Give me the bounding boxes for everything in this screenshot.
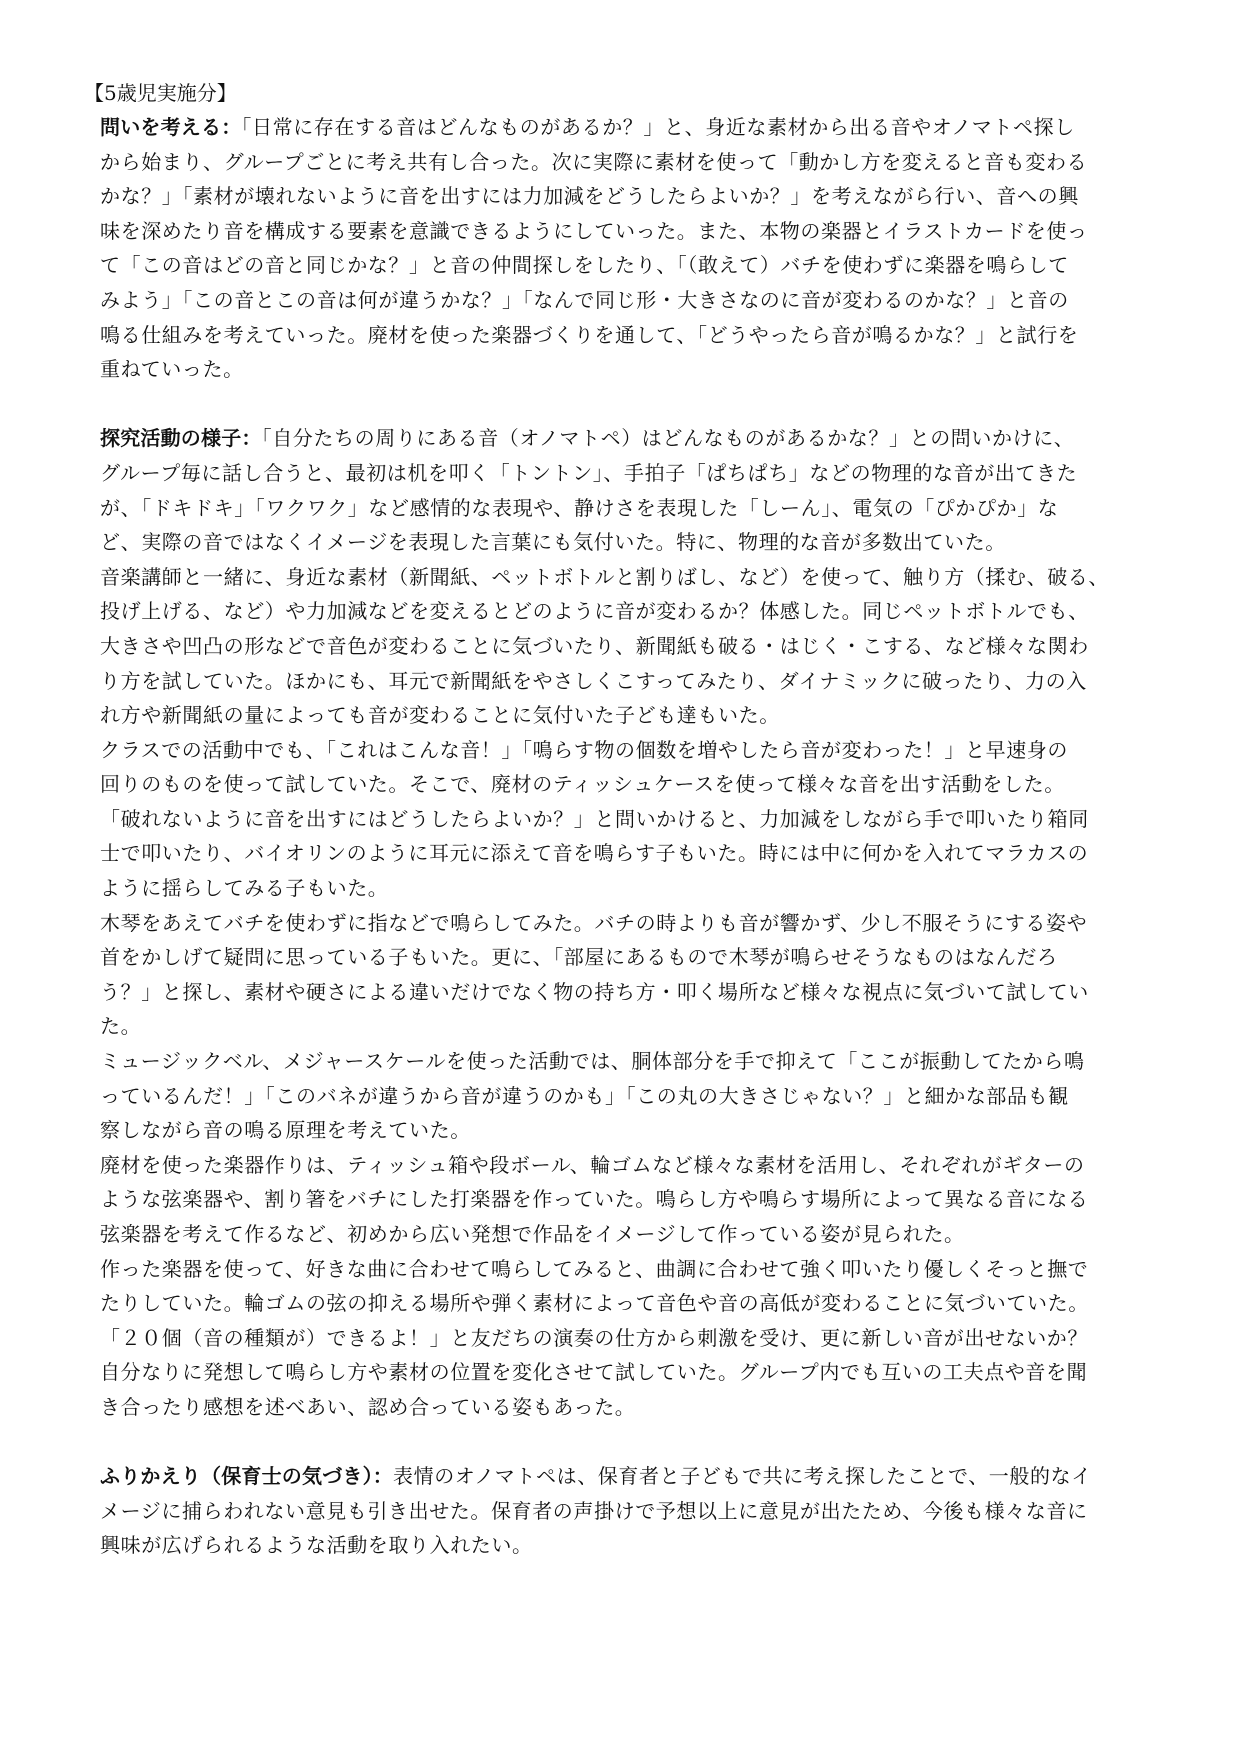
- paragraph-line: メージに捕らわれない意見も引き出せた。保育者の声掛けで予想以上に意見が出たため、今後も様々な音に: [100, 1498, 1088, 1523]
- paragraph-line: たりしていた。輪ゴムの弦の抑える場所や弾く素材によって音色や音の高低が変わることに気づいていた。: [100, 1291, 1089, 1316]
- paragraph-line: 探究活動の様子：「自分たちの周りにある音（オノマトペ）はどんなものがあるかな？」との問いかけに、: [100, 426, 1075, 451]
- document-header: 【5歳児実施分】: [84, 81, 237, 105]
- document-page: [82, 76, 1172, 1563]
- section-questions: [100, 110, 1172, 387]
- section-inquiry: [100, 421, 1172, 1424]
- paragraph-line: 首をかしげて疑問に思っている子もいた。更に、「部屋にあるもので木琴が鳴らせそうなものはなんだろ: [100, 945, 1058, 970]
- paragraph-line: 作った楽器を使って、好きな曲に合わせて鳴らしてみると、曲調に合わせて強く叩いたり優しくそっと撫で: [100, 1256, 1089, 1281]
- paragraph-line: ど、実際の音ではなくイメージを表現した言葉にも気付いた。特に、物理的な音が多数出ていた。: [100, 530, 1006, 555]
- paragraph-line: 弦楽器を考えて作るなど、初めから広い発想で作品をイメージして作っている姿が見られた。: [100, 1222, 965, 1246]
- paragraph-line: が、「ドキドキ」「ワクワク」など感情的な表現や、静けさを表現した「しーん」、電気の「ぴかぴか」な: [100, 495, 1059, 520]
- paragraph-line: れ方や新聞紙の量によっても音が変わることに気付いた子ども達もいた。: [100, 703, 780, 728]
- section-heading: 問いを考える：: [100, 115, 242, 139]
- paragraph-line: 回りのものを使って試していた。そこで、廃材のティッシュケースを使って様々な音を出す活動をした。: [100, 772, 1065, 797]
- paragraph-line: から始まり、グループごとに考え共有し合った。次に実際に素材を使って「動かし方を変えると音も変わる: [100, 149, 1088, 174]
- paragraph-line: クラスでの活動中でも、「これはこんな音！」「鳴らす物の個数を増やしたら音が変わった！」と早速身の: [100, 737, 1068, 762]
- paragraph-line: ふりかえり（保育士の気づき）：表情のオノマトペは、保育者と子どもで共に考え探したことで、一般的なイ: [100, 1464, 1092, 1489]
- paragraph-line: ような弦楽器や、割り箸をバチにした打楽器を作っていた。鳴らし方や鳴らす場所によって異なる音になる: [100, 1187, 1089, 1212]
- paragraph-line: 味を深めたり音を構成する要素を意識できるようにしていった。また、本物の楽器とイラストカードを使っ: [100, 218, 1088, 243]
- paragraph-line: 木琴をあえてバチを使わずに指などで鳴らしてみた。バチの時よりも音が響かず、少し不服そうにする姿や: [100, 910, 1088, 935]
- paragraph-line: 音楽講師と一緒に、身近な素材（新聞紙、ペットボトルと割りばし、など）を使って、触り方（揉む、破る、: [100, 564, 1109, 589]
- section-heading: 探究活動の様子：: [100, 426, 262, 451]
- paragraph-line: う？」と探し、素材や硬さによる違いだけでなく物の持ち方・叩く場所など様々な視点に気づいて試してい: [100, 979, 1089, 1004]
- paragraph-line: り方を試していた。ほかにも、耳元で新聞紙をやさしくこすってみたり、ダイナミックに破ったり、力の入: [100, 668, 1087, 693]
- paragraph-line: た。: [100, 1014, 142, 1039]
- paragraph-line: 士で叩いたり、バイオリンのように耳元に添えて音を鳴らす子もいた。時には中に何かを入れてマラカスの: [100, 841, 1089, 866]
- document-content: [82, 110, 1172, 1563]
- paragraph-line: 「２０個（音の種類が）できるよ！」と友だちの演奏の仕方から刺激を受け、更に新しい音が出せないか？: [100, 1325, 1088, 1350]
- paragraph-line: ように揺らしてみる子もいた。: [100, 876, 389, 901]
- paragraph-line: て「この音はどの音と同じかな？」と音の仲間探しをしたり、「（敢えて）バチを使わずに楽器を鳴らして: [100, 253, 1069, 278]
- section-reflection: [100, 1459, 1172, 1563]
- paragraph-line: 投げ上げる、など）や力加減などを変えるとどのように音が変わるか？体感した。同じペットボトルでも、: [100, 599, 1089, 624]
- paragraph-line: 察しながら音の鳴る原理を考えていた。: [100, 1118, 471, 1143]
- paragraph-line: 問いを考える：「日常に存在する音はどんなものがあるか？」と、身近な素材から出る音やオノマトペ探し: [100, 115, 1075, 139]
- paragraph-line: 自分なりに発想して鳴らし方や素材の位置を変化させて試していた。グループ内でも互いの工夫点や音を聞: [100, 1360, 1088, 1385]
- section-spacer: [100, 1425, 1172, 1460]
- section-spacer: [100, 387, 1172, 422]
- paragraph-line: かな？」「素材が壊れないように音を出すには力加減をどうしたらよいか？」を考えながら行い、音への興: [100, 184, 1079, 209]
- paragraph-line: き合ったり感想を述べあい、認め合っている姿もあった。: [100, 1394, 636, 1419]
- paragraph-line: 大きさや凹凸の形などで音色が変わることに気づいたり、新聞紙も破る・はじく・こする、など様々な関わ: [100, 633, 1089, 658]
- paragraph-line: みよう」「この音とこの音は何が違うかな？」「なんで同じ形・大きさなのに音が変わるのかな？」と音の: [100, 287, 1069, 312]
- section-heading: ふりかえり（保育士の気づき）：: [100, 1464, 393, 1489]
- paragraph-line: 重ねていった。: [100, 357, 244, 382]
- paragraph-line: 廃材を使った楽器作りは、ティッシュ箱や段ボール、輪ゴムなど様々な素材を活用し、それぞれがギターの: [100, 1152, 1085, 1177]
- paragraph-line: っているんだ！」「このバネが違うから音が違うのかも」「この丸の大きさじゃない？」と細かな部品も観: [100, 1083, 1069, 1108]
- paragraph-line: 興味が広げられるような活動を取り入れたい。: [100, 1533, 533, 1558]
- paragraph-line: グループ毎に話し合うと、最初は机を叩く「トントン」、手拍子「ぱちぱち」などの物理的な音が出てきた: [100, 460, 1078, 485]
- paragraph-line: 鳴る仕組みを考えていった。廃材を使った楽器づくりを通して、「どうやったら音が鳴るかな？」と試行を: [100, 322, 1079, 347]
- paragraph-line: ミュージックベル、メジャースケールを使った活動では、胴体部分を手で抑えて「ここが振動してたから鳴: [100, 1049, 1085, 1074]
- paragraph-line: 「破れないように音を出すにはどうしたらよいか？」と問いかけると、力加減をしながら手で叩いたり箱同: [100, 806, 1089, 831]
